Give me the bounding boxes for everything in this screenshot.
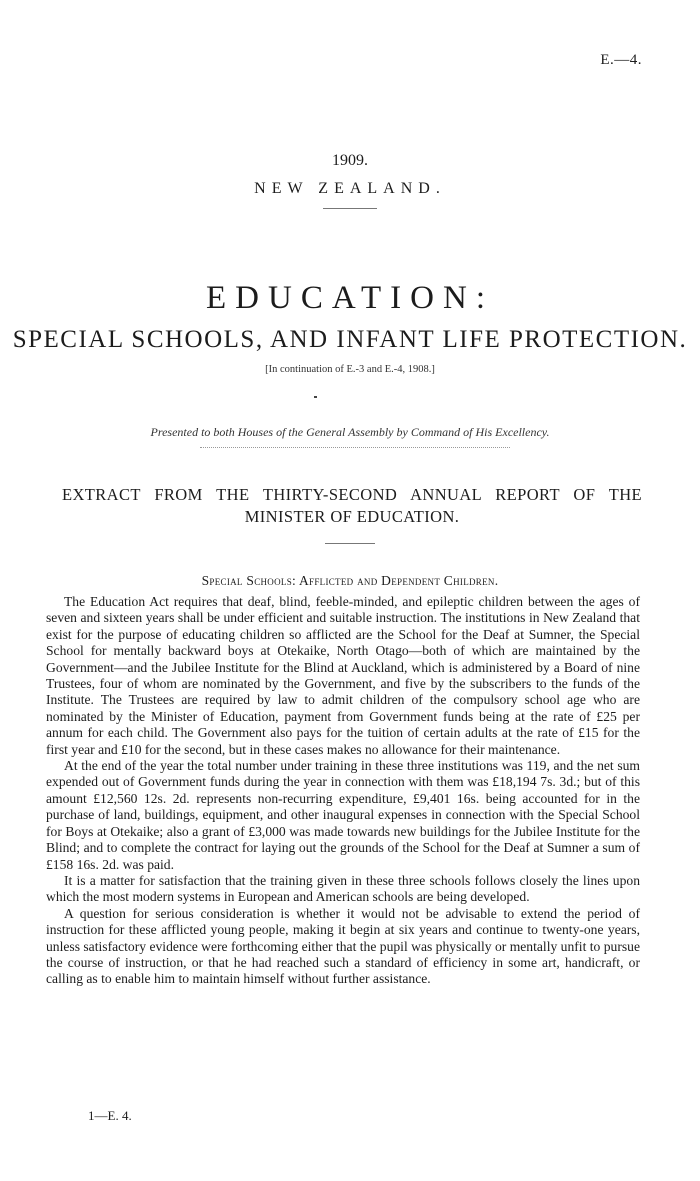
report-body bbox=[46, 594, 640, 988]
stray-mark bbox=[314, 396, 317, 398]
page-footer: 1—E. 4. bbox=[88, 1108, 132, 1123]
paragraph: At the end of the year the total number under training in these three institutions was 119, and the net sum expended out of Government funds during the year in connection with them was £18,194 7s. 3d.; but of this amount £12,560 12s. 2d. represents non-recurring expenditure, £9,401 16s. being accounted for in the purchase of land, buildings, equipment, and other inaugural expenses in connection with the Special School for Boys at Otekaike; also a grant of £3,000 was made towards new buildings for the Jubilee Institute for the Blind; and to complete the contract for laying out the grounds of the School for the Deaf at Sumner a sum of £158 16s. 2d. was paid. bbox=[46, 758, 640, 872]
divider-rule bbox=[325, 543, 375, 544]
presentation-note: Presented to both Houses of the General Assembly by Command of His Excellency. bbox=[150, 425, 550, 439]
continuation-note: [In continuation of E.-3 and E.-4, 1908.] bbox=[265, 364, 435, 375]
divider-rule bbox=[323, 208, 377, 209]
section-heading: Special Schools: Afflicted and Dependent Children. bbox=[201, 573, 499, 588]
country-name: NEW ZEALAND. bbox=[254, 180, 446, 197]
paragraph: A question for serious consideration is whether it would not be advisable to extend the period of instruction for these afflicted young people, making it begin at six years and continue to twenty-one years, unless satisfactory evidence were forthcoming either that the pupil was physically or mentally unfit to pursue the course of instruction, or that he had reached such a standard of efficiency in some art, handicraft, or calling as to enable him to maintain himself without further assistance. bbox=[46, 905, 640, 987]
document-subtitle: SPECIAL SCHOOLS, AND INFANT LIFE PROTECTION. bbox=[12, 326, 688, 353]
page-reference: E.—4. bbox=[600, 52, 642, 68]
paragraph: It is a matter for satisfaction that the training given in these three schools follows closely the lines upon which the most modern systems in European and American schools are being developed. bbox=[46, 872, 640, 905]
publication-year: 1909. bbox=[332, 152, 368, 169]
document-title: EDUCATION: bbox=[206, 280, 494, 316]
extract-heading bbox=[62, 484, 642, 528]
extract-heading-line-1: EXTRACT FROM THE THIRTY-SECOND ANNUAL REPORT OF THE bbox=[62, 485, 642, 504]
divider-rule bbox=[200, 447, 510, 448]
extract-heading-line-2: MINISTER OF EDUCATION. bbox=[244, 507, 460, 526]
paragraph: The Education Act requires that deaf, blind, feeble-minded, and epileptic children between the ages of seven and sixteen years shall be under efficient and suitable instruction. The institutions in New Zealand that exist for the purpose of educating children so afflicted are the School for the Deaf at Sumner, the Special School for mentally backward boys at Otekaike, North Otago—both of which are maintained by the Government—and the Jubilee Institute for the Blind at Auckland, which is administered by a Board of nine Trustees, four of whom are nominated by the Government, and five by the subscribers to the funds of the Institute. The Trustees are required by law to admit children of the compulsory school age who are nominated by the Minister of Education, payment from Government funds being at the rate of £25 per annum for each child. The Government also pays for the tuition of certain adults at the rate of £15 for the first year and £10 for the second, but in these cases makes no allowance for their maintenance. bbox=[46, 594, 640, 757]
